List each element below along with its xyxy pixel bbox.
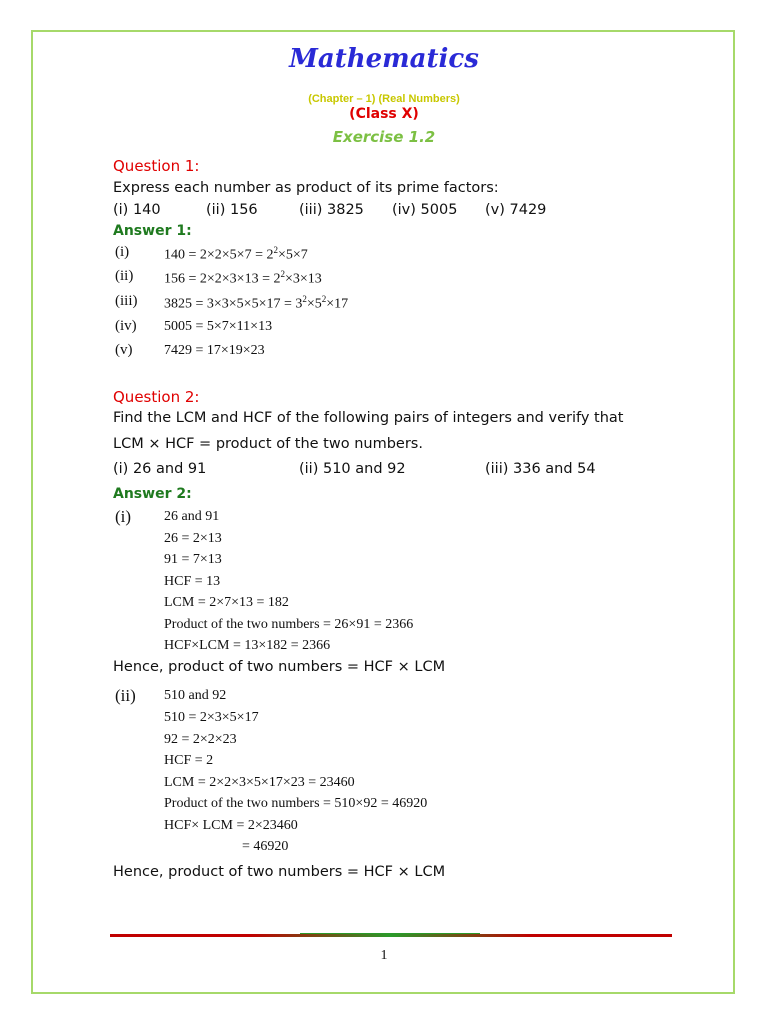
a2-p1-line-4: HCF = 13 [164, 574, 221, 589]
q1-option-4: (iv) 5005 [392, 202, 458, 218]
exercise-label: Exercise 1.2 [332, 128, 436, 146]
q2-option-1: (i) 26 and 91 [113, 461, 207, 477]
a2-p2-line-1: 510 and 92 [164, 688, 227, 703]
a2-p1-line-7: HCF×LCM = 13×182 = 2366 [164, 638, 331, 653]
hence-line-2: Hence, product of two numbers = HCF × LCM [113, 864, 446, 880]
a2-p1-line-2: 26 = 2×13 [164, 531, 222, 546]
footer-divider-accent [300, 933, 480, 934]
a1-expr-3: $3825 = 3\times 3\times 5\times 5\times 17 = 3^2\times 5^2\times 17$ [164, 294, 349, 312]
q2-option-3: (iii) 336 and 54 [485, 461, 596, 477]
chapter-subtitle: (Chapter – 1) (Real Numbers) [308, 93, 460, 105]
a1-expr-2: $156 = 2\times 2\times 3\times 13 = 2^2\times 3\times 13$ [164, 269, 322, 287]
q1-option-2: (ii) 156 [206, 202, 258, 218]
a1-num-5: (v) [115, 342, 133, 358]
answer-1-label: Answer 1: [113, 223, 192, 239]
a2-part-2-num: (ii) [115, 686, 136, 705]
a2-p2-line-7: HCF× LCM = 2×23460 [164, 818, 298, 833]
q2-option-2: (ii) 510 and 92 [299, 461, 406, 477]
a2-p2-line-3: 92 = 2×2×23 [164, 732, 237, 747]
q1-option-5: (v) 7429 [485, 202, 547, 218]
a2-p2-line-4: HCF = 2 [164, 753, 214, 768]
page-title: Mathematics [289, 44, 479, 74]
footer-divider [110, 934, 672, 937]
question-2-line-2: LCM × HCF = product of the two numbers. [113, 436, 423, 452]
a1-num-1: (i) [115, 244, 130, 260]
a1-num-2: (ii) [115, 268, 134, 284]
question-2-line-1: Find the LCM and HCF of the following pairs of integers and verify that [113, 410, 624, 426]
a2-p1-line-3: 91 = 7×13 [164, 552, 222, 567]
a1-expr-5: 7429 = 17×19×23 [164, 343, 265, 358]
a2-part-1-num: (i) [115, 507, 132, 526]
a2-p1-line-1: 26 and 91 [164, 509, 220, 524]
page-number: 1 [380, 948, 388, 963]
a2-p2-line-2: 510 = 2×3×5×17 [164, 710, 259, 725]
hence-line-1: Hence, product of two numbers = HCF × LCM [113, 659, 446, 675]
a1-num-4: (iv) [115, 318, 137, 334]
q1-option-3: (iii) 3825 [299, 202, 364, 218]
question-1-label: Question 1: [113, 157, 200, 175]
class-label: (Class X) [349, 106, 419, 122]
a2-p2-line-6: Product of the two numbers = 510×92 = 46920 [164, 796, 428, 811]
a2-p2-line-8: = 46920 [242, 839, 289, 854]
q1-option-1: (i) 140 [113, 202, 161, 218]
question-2-label: Question 2: [113, 388, 200, 406]
a2-p2-line-5: LCM = 2×2×3×5×17×23 = 23460 [164, 775, 355, 790]
a1-expr-1: $140 = 2\times 2\times 5\times 7 = 2^2\times 5\times 7$ [164, 245, 308, 263]
a1-num-3: (iii) [115, 293, 138, 309]
answer-2-label: Answer 2: [113, 486, 192, 502]
question-1-text: Express each number as product of its prime factors: [113, 180, 499, 196]
a1-expr-4: 5005 = 5×7×11×13 [164, 319, 273, 334]
a2-p1-line-6: Product of the two numbers = 26×91 = 2366 [164, 617, 414, 632]
a2-p1-line-5: LCM = 2×7×13 = 182 [164, 595, 289, 610]
